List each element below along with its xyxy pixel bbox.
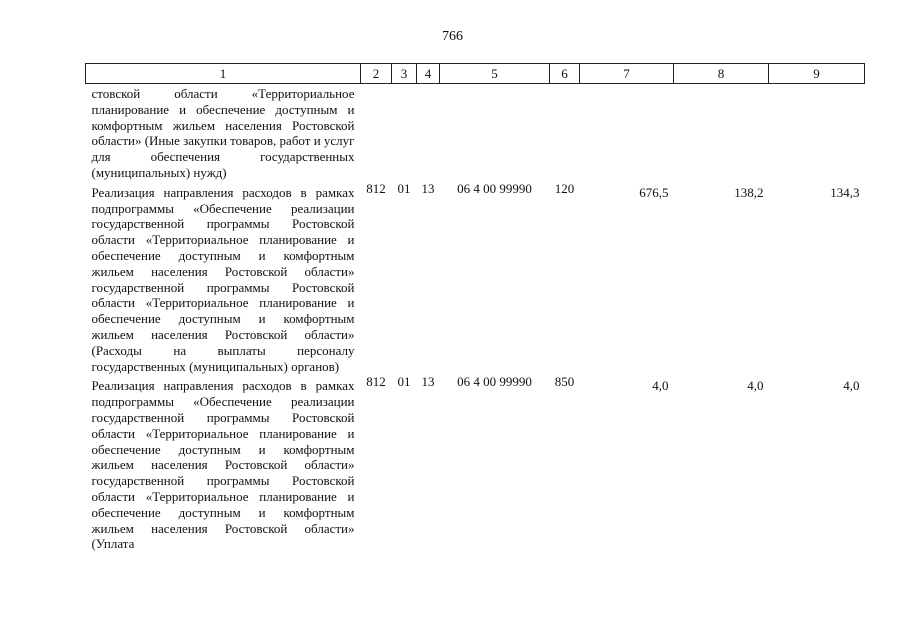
section-code: 01 bbox=[397, 180, 411, 196]
target-article-code: 06 4 00 99990 bbox=[457, 374, 532, 390]
section-code: 01 bbox=[397, 374, 411, 390]
section-code bbox=[392, 84, 417, 181]
page-number: 766 bbox=[442, 29, 463, 44]
amount-col-7: 676,5 bbox=[639, 184, 669, 200]
table-row bbox=[86, 84, 865, 181]
expense-type-code: 850 bbox=[554, 374, 575, 390]
amount-col-8: 138,2 bbox=[734, 184, 764, 200]
budget-table bbox=[85, 63, 865, 552]
target-article-code bbox=[440, 84, 550, 181]
amount-col-9 bbox=[769, 84, 865, 181]
subsection-code bbox=[417, 84, 440, 181]
header-col-5: 5 bbox=[440, 64, 550, 84]
header-col-7: 7 bbox=[580, 64, 674, 84]
amount-col-8: 4,0 bbox=[747, 378, 764, 394]
header-col-1: 1 bbox=[86, 64, 361, 84]
ministry-code: 812 bbox=[366, 374, 386, 390]
expense-type-code: 120 bbox=[554, 180, 575, 196]
amount-col-8 bbox=[674, 84, 769, 181]
row-description: Реализация направления расходов в рамках подпрограммы «Обеспечение реализации государственной программы Ростовской области «Территориальное планирование и обеспечение доступным и комфортным жильем населения Ростовской области» государственной программы Ростовской области «Территориальное планирование и обеспечение доступным и комфортным жильем населения Ростовской области» (Уплата bbox=[91, 378, 355, 552]
header-col-3: 3 bbox=[392, 64, 417, 84]
header-col-9: 9 bbox=[769, 64, 865, 84]
expense-type-code bbox=[550, 84, 580, 181]
header-col-8: 8 bbox=[674, 64, 769, 84]
amount-col-7 bbox=[580, 84, 674, 181]
amount-col-7: 4,0 bbox=[652, 378, 669, 394]
amount-col-9: 134,3 bbox=[830, 184, 860, 200]
amount-col-9: 4,0 bbox=[843, 378, 860, 394]
ministry-code bbox=[361, 84, 392, 181]
row-description: Реализация направления расходов в рамках подпрограммы «Обеспечение реализации государственной программы Ростовской области «Территориальное планирование и обеспечение доступным и комфортным жильем населения Ростовской области» государственной программы Ростовской области «Территориальное планирование и обеспечение доступным и комфортным жильем населения Ростовской области» (Расходы на выплаты персоналу государственных (муниципальных) органов) bbox=[91, 184, 355, 374]
header-col-2: 2 bbox=[361, 64, 392, 84]
subsection-code: 13 bbox=[421, 374, 435, 390]
table-row bbox=[86, 181, 865, 375]
target-article-code: 06 4 00 99990 bbox=[457, 180, 532, 196]
header-row bbox=[86, 64, 865, 84]
header-col-6: 6 bbox=[550, 64, 580, 84]
subsection-code: 13 bbox=[421, 180, 435, 196]
header-col-4: 4 bbox=[417, 64, 440, 84]
ministry-code: 812 bbox=[366, 180, 386, 196]
table-row bbox=[86, 374, 865, 552]
row-description: стовской области «Территориальное планирование и обеспечение доступным и комфортным жильем населения Ростовской области» (Иные закупки товаров, работ и услуг для обеспечения государственных (муниципальных) нужд) bbox=[91, 86, 355, 180]
